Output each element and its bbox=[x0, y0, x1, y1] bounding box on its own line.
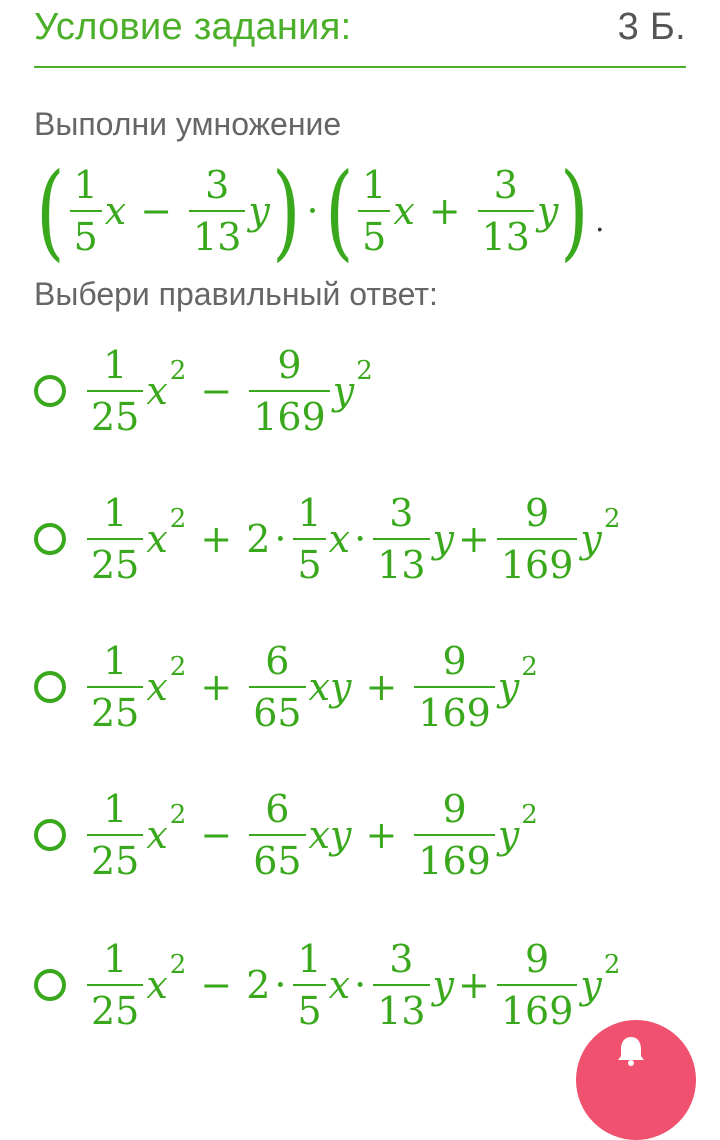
answer-option-4[interactable] bbox=[34, 780, 538, 890]
left-paren: ( bbox=[36, 150, 65, 272]
radio-button[interactable] bbox=[34, 819, 66, 851]
task-points: 3 Б. bbox=[617, 6, 686, 48]
fraction: $\frac{1}{5}$ bbox=[70, 166, 102, 256]
variable-x: x bbox=[104, 189, 127, 233]
radio-button[interactable] bbox=[34, 375, 66, 407]
floating-action-button[interactable] bbox=[576, 1020, 696, 1140]
right-paren: ) bbox=[271, 150, 301, 272]
right-paren: ) bbox=[560, 150, 589, 272]
radio-button[interactable] bbox=[34, 523, 66, 555]
radio-button[interactable] bbox=[34, 671, 66, 703]
radio-button[interactable] bbox=[34, 969, 66, 1001]
task-title: Условие задания: bbox=[34, 6, 352, 48]
option-expression: $\frac{1}{25}$ x 2 − 2 · $\frac{1}{5}$ x · $\frac{3}{13}$ y + $\frac{9}{169}$ y 2 bbox=[84, 940, 620, 1030]
fraction: $\frac{1}{5}$ bbox=[358, 166, 390, 256]
option-expression: $\frac{1}{25}$ x 2 + 2 · $\frac{1}{5}$ x · $\frac{3}{13}$ y + $\frac{9}{169}$ y 2 bbox=[84, 494, 620, 584]
fraction: $\frac{3}{13}$ bbox=[189, 166, 245, 256]
bell-icon bbox=[614, 1034, 648, 1068]
answer-option-1[interactable] bbox=[34, 336, 373, 446]
option-expression: $\frac{1}{25}$ x 2 − $\frac{9}{169}$ y 2 bbox=[84, 346, 373, 436]
task-expression bbox=[34, 152, 605, 270]
answer-option-5[interactable] bbox=[34, 930, 620, 1040]
operator: − bbox=[140, 189, 173, 233]
period: . bbox=[595, 203, 605, 239]
left-paren: ( bbox=[324, 150, 354, 272]
answer-option-3[interactable] bbox=[34, 632, 538, 742]
variable-y: y bbox=[248, 189, 270, 233]
answer-option-2[interactable] bbox=[34, 484, 620, 594]
instruction-text: Выполни умножение bbox=[34, 106, 342, 142]
operator: · bbox=[306, 189, 319, 233]
task-header bbox=[34, 0, 686, 68]
option-expression: $\frac{1}{25}$ x 2 − $\frac{6}{65}$ xy + $\frac{9}{169}$ y 2 bbox=[84, 790, 538, 880]
option-expression: $\frac{1}{25}$ x 2 + $\frac{6}{65}$ xy + $\frac{9}{169}$ y 2 bbox=[84, 642, 538, 732]
variable-y: y bbox=[536, 189, 559, 233]
operator: + bbox=[428, 189, 461, 233]
fraction: $\frac{3}{13}$ bbox=[478, 166, 534, 256]
variable-x: x bbox=[393, 189, 415, 233]
prompt-text: Выбери правильный ответ: bbox=[34, 276, 438, 312]
